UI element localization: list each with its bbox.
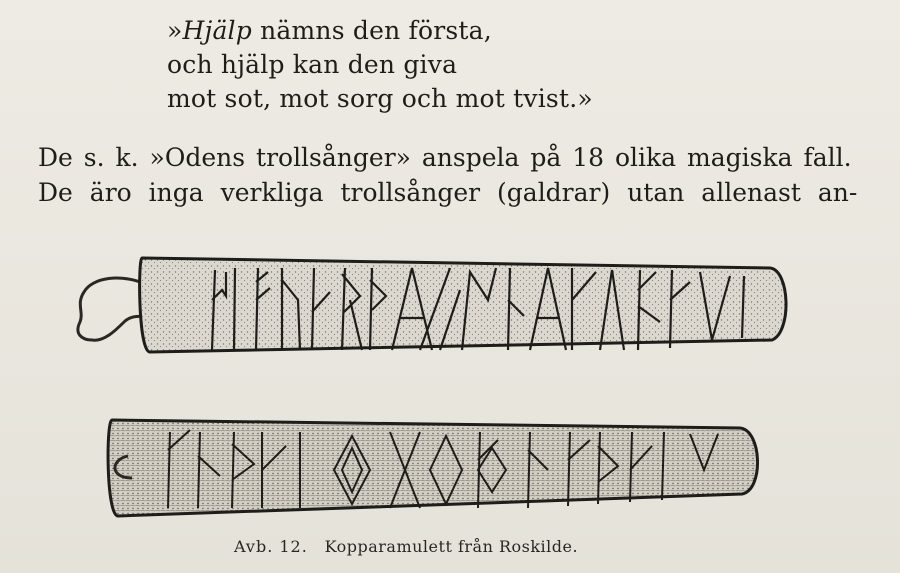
paragraph-line-2: De äro inga verkliga trollsånger (galdrar) utan allenast an- (38, 178, 858, 207)
caption-label: Avb. 12. (234, 537, 308, 556)
amulet-top (140, 258, 786, 352)
verse-line-3: mot sot, mot sorg och mot tvist.» (167, 84, 593, 113)
verse-line-1-text: nämns den första, (251, 16, 492, 45)
caption-text: Kopparamulett från Roskilde. (324, 537, 579, 556)
verse-line-2: och hjälp kan den giva (167, 50, 458, 79)
open-quote: » (167, 16, 183, 45)
figure-caption (234, 537, 578, 556)
paragraph-line-1: De s. k. »Odens trollsånger» anspela på 18 olika magiska fall. (38, 143, 852, 172)
amulet-bottom (108, 420, 757, 516)
verse-italic-word: Hjälp (182, 16, 252, 45)
